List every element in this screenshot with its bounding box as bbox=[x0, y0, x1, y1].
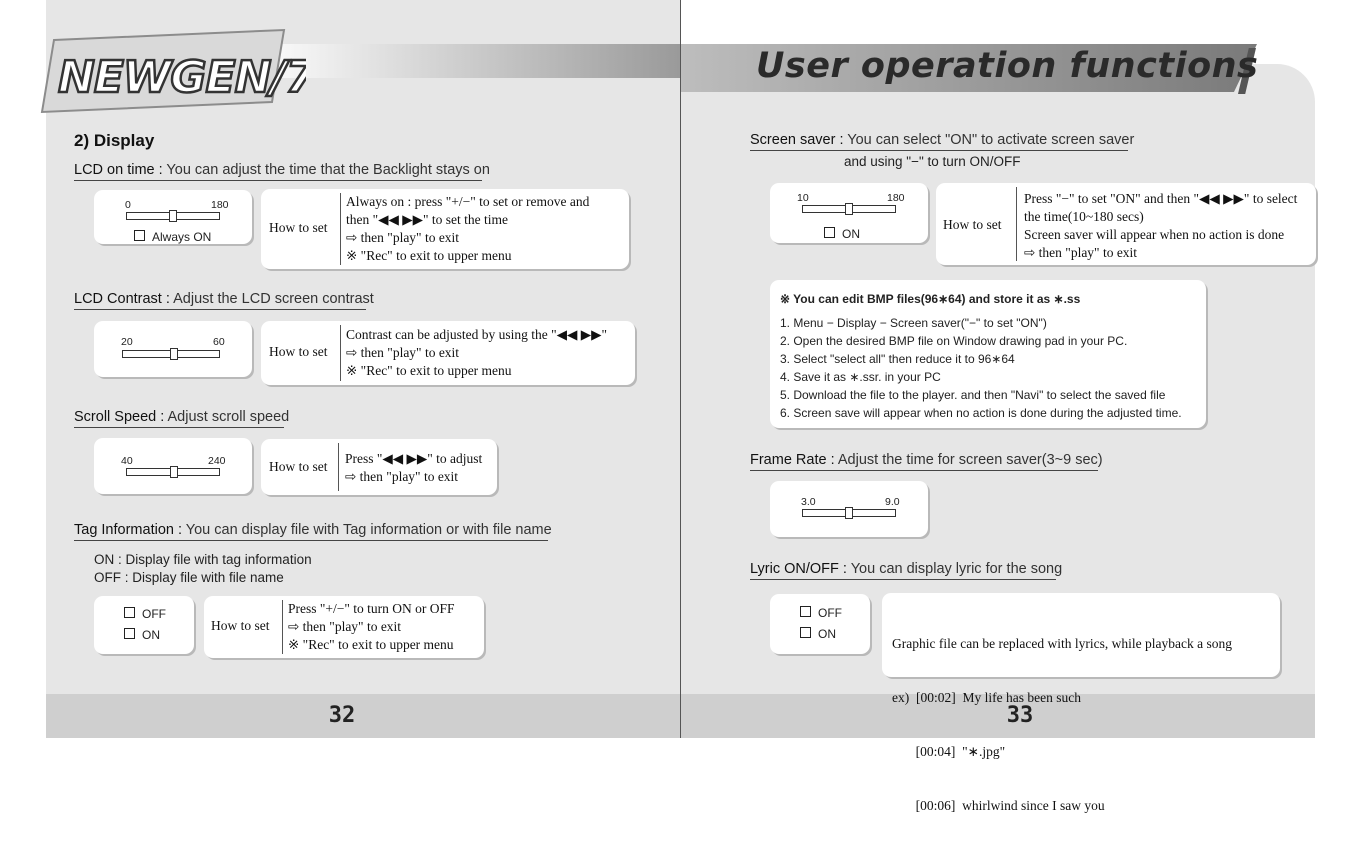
screen-saver-on-checkbox[interactable] bbox=[824, 225, 860, 243]
howto-line: Press "+/−" to turn ON or OFF bbox=[288, 601, 455, 616]
tag-info-desc: You can display file with Tag information or with file name bbox=[185, 522, 552, 538]
howto-line: ⇨ then "play" to exit bbox=[346, 345, 460, 360]
lyric-desc: You can display lyric for the song bbox=[850, 561, 1063, 577]
scroll-speed-slider-card bbox=[94, 438, 252, 494]
tag-off-checkbox[interactable] bbox=[124, 605, 166, 623]
tag-checkbox-card bbox=[94, 596, 194, 654]
tag-info-howto-card bbox=[204, 596, 484, 658]
howto-line: Press "−" to set "ON" and then "◀◀ ▶▶" to select bbox=[1024, 191, 1298, 206]
lyric-line: [00:04] "∗.jpg" bbox=[892, 744, 1006, 759]
howto-line: ⇨ then "play" to exit bbox=[346, 230, 460, 245]
bmp-note-steps bbox=[780, 314, 1182, 422]
lcd-on-time-desc: You can adjust the time that the Backlight stays on bbox=[166, 162, 490, 178]
howto-line: then "◀◀ ▶▶" to set the time bbox=[346, 212, 509, 227]
bmp-step: 4. Save it as ∗.ssr. in your PC bbox=[780, 370, 941, 384]
lyric-checkbox-card bbox=[770, 594, 870, 654]
lcd-contrast-desc: Adjust the LCD screen contrast bbox=[173, 291, 374, 307]
frame-rate-slider-card bbox=[770, 481, 928, 537]
howto-line: Always on : press "+/−" to set or remove and bbox=[346, 194, 590, 209]
title-colon: : bbox=[161, 291, 174, 307]
checkbox-box[interactable] bbox=[134, 230, 145, 241]
bmp-step: 1. Menu − Display − Screen saver("−" to set "ON") bbox=[780, 316, 1047, 330]
svg-text:NEWGEN/7: NEWGEN/7 bbox=[58, 52, 306, 103]
scroll-speed-desc: Adjust scroll speed bbox=[167, 409, 290, 425]
slider-max-label: 240 bbox=[208, 455, 226, 467]
bmp-step: 5. Download the file to the player. and then "Navi" to select the saved file bbox=[780, 388, 1166, 402]
howto-line: ⇨ then "play" to exit bbox=[1024, 245, 1138, 260]
scroll-speed-title bbox=[74, 409, 290, 428]
newgen-logo bbox=[36, 18, 306, 114]
frame-rate-label: Frame Rate bbox=[750, 452, 827, 468]
off-label: OFF bbox=[142, 607, 166, 621]
title-colon: : bbox=[156, 409, 168, 425]
lyric-line: [00:06] whirlwind since I saw you bbox=[892, 798, 1105, 813]
slider-min-label: 3.0 bbox=[801, 496, 816, 508]
howto-line: ⇨ then "play" to exit bbox=[288, 619, 402, 634]
frame-rate-desc: Adjust the time for screen saver(3~9 sec) bbox=[837, 452, 1103, 468]
tag-on-checkbox[interactable] bbox=[124, 626, 160, 644]
how-to-set-label: How to set bbox=[211, 618, 270, 633]
lyric-line: ex) [00:02] My life has been such bbox=[892, 690, 1081, 705]
lyric-line: Graphic file can be replaced with lyrics, while playback a song bbox=[892, 636, 1232, 651]
page-number-right: 33 bbox=[1006, 703, 1034, 728]
scroll-speed-label: Scroll Speed bbox=[74, 409, 157, 425]
bmp-note-heading: ※ You can edit BMP files(96∗64) and store it as ∗.ss bbox=[780, 292, 1081, 306]
tag-info-title bbox=[74, 522, 552, 541]
howto-lines bbox=[288, 600, 455, 654]
lcd-contrast-howto-card bbox=[261, 321, 635, 385]
howto-separator bbox=[338, 443, 339, 491]
slider-min-label: 0 bbox=[125, 199, 131, 211]
screen-saver-title bbox=[750, 132, 1135, 151]
lcd-contrast-label: LCD Contrast bbox=[74, 291, 162, 307]
slider-thumb[interactable] bbox=[845, 507, 853, 519]
lcd-on-time-slider-card bbox=[94, 190, 252, 244]
title-colon: : bbox=[173, 522, 186, 538]
tag-option-off: OFF : Display file with file name bbox=[94, 570, 284, 585]
scroll-speed-howto-card bbox=[261, 439, 497, 495]
on-label: ON bbox=[818, 627, 836, 641]
slider-thumb[interactable] bbox=[169, 210, 177, 222]
lcd-on-time-howto-card bbox=[261, 189, 629, 269]
on-label: ON bbox=[142, 628, 160, 642]
lyric-label: Lyric ON/OFF bbox=[750, 561, 839, 577]
howto-separator bbox=[1016, 187, 1017, 261]
slider-max-label: 180 bbox=[211, 199, 229, 211]
slider-max-label: 60 bbox=[213, 336, 225, 348]
slider-max-label: 9.0 bbox=[885, 496, 900, 508]
banner-title: User operation functions bbox=[756, 46, 1259, 86]
lcd-on-time-title bbox=[74, 162, 490, 181]
how-to-set-label: How to set bbox=[269, 459, 328, 474]
howto-line: Press "◀◀ ▶▶" to adjust bbox=[345, 451, 483, 466]
howto-lines bbox=[1024, 190, 1297, 262]
howto-line: ※ "Rec" to exit to upper menu bbox=[346, 248, 512, 263]
screen-saver-desc2: and using "−" to turn ON/OFF bbox=[844, 154, 1021, 169]
slider-min-label: 40 bbox=[121, 455, 133, 467]
checkbox-box[interactable] bbox=[124, 628, 135, 639]
title-colon: : bbox=[154, 162, 167, 178]
howto-separator bbox=[340, 193, 341, 265]
lyric-on-checkbox[interactable] bbox=[800, 625, 836, 643]
slider-min-label: 10 bbox=[797, 192, 809, 204]
title-colon: : bbox=[826, 452, 838, 468]
always-on-checkbox[interactable] bbox=[134, 228, 211, 246]
title-colon: : bbox=[835, 132, 848, 148]
howto-separator bbox=[340, 325, 341, 381]
lyric-example-lines bbox=[892, 599, 1232, 851]
checkbox-box[interactable] bbox=[124, 607, 135, 618]
frame-rate-title bbox=[750, 452, 1103, 471]
lcd-contrast-slider-card bbox=[94, 321, 252, 377]
lyric-off-checkbox[interactable] bbox=[800, 604, 842, 622]
lcd-on-time-label: LCD on time bbox=[74, 162, 155, 178]
screen-saver-howto-card bbox=[936, 183, 1316, 265]
on-label: ON bbox=[842, 227, 860, 241]
bmp-step: 2. Open the desired BMP file on Window drawing pad in your PC. bbox=[780, 334, 1128, 348]
screen-saver-label: Screen saver bbox=[750, 132, 836, 148]
howto-line: Screen saver will appear when no action is done bbox=[1024, 227, 1285, 242]
how-to-set-label: How to set bbox=[943, 217, 1002, 232]
always-on-label: Always ON bbox=[152, 230, 212, 244]
checkbox-box[interactable] bbox=[800, 606, 811, 617]
screen-saver-slider-card bbox=[770, 183, 928, 243]
lcd-contrast-title bbox=[74, 291, 374, 310]
slider-min-label: 20 bbox=[121, 336, 133, 348]
howto-lines bbox=[345, 450, 482, 486]
checkbox-box[interactable] bbox=[800, 627, 811, 638]
page-number-left: 32 bbox=[328, 703, 356, 728]
newgen-logo-graphic bbox=[36, 18, 306, 114]
howto-lines bbox=[346, 193, 589, 265]
bmp-step: 3. Select "select all" then reduce it to 96∗64 bbox=[780, 352, 1015, 366]
tag-option-on: ON : Display file with tag information bbox=[94, 552, 312, 567]
off-label: OFF bbox=[818, 606, 842, 620]
howto-lines bbox=[346, 326, 607, 380]
how-to-set-label: How to set bbox=[269, 220, 328, 235]
tag-info-label: Tag Information bbox=[74, 522, 174, 538]
slider-thumb[interactable] bbox=[170, 466, 178, 478]
bmp-note-card bbox=[770, 280, 1206, 428]
howto-line: the time(10~180 secs) bbox=[1024, 209, 1144, 224]
howto-line: ⇨ then "play" to exit bbox=[345, 469, 459, 484]
title-colon: : bbox=[838, 561, 851, 577]
howto-line: Contrast can be adjusted by using the "◀◀ ▶▶" bbox=[346, 327, 608, 342]
lyric-title bbox=[750, 561, 1063, 580]
slider-thumb[interactable] bbox=[845, 203, 853, 215]
howto-line: ※ "Rec" to exit to upper menu bbox=[346, 363, 512, 378]
left-header-strip bbox=[250, 44, 680, 78]
howto-separator bbox=[282, 600, 283, 654]
screen-saver-desc: You can select "ON" to activate screen saver bbox=[847, 132, 1135, 148]
checkbox-box[interactable] bbox=[824, 227, 835, 238]
slider-max-label: 180 bbox=[887, 192, 905, 204]
bmp-step: 6. Screen save will appear when no action is done during the adjusted time. bbox=[780, 406, 1182, 420]
howto-line: ※ "Rec" to exit to upper menu bbox=[288, 637, 454, 652]
how-to-set-label: How to set bbox=[269, 344, 328, 359]
slider-thumb[interactable] bbox=[170, 348, 178, 360]
section-heading: 2) Display bbox=[74, 131, 155, 150]
